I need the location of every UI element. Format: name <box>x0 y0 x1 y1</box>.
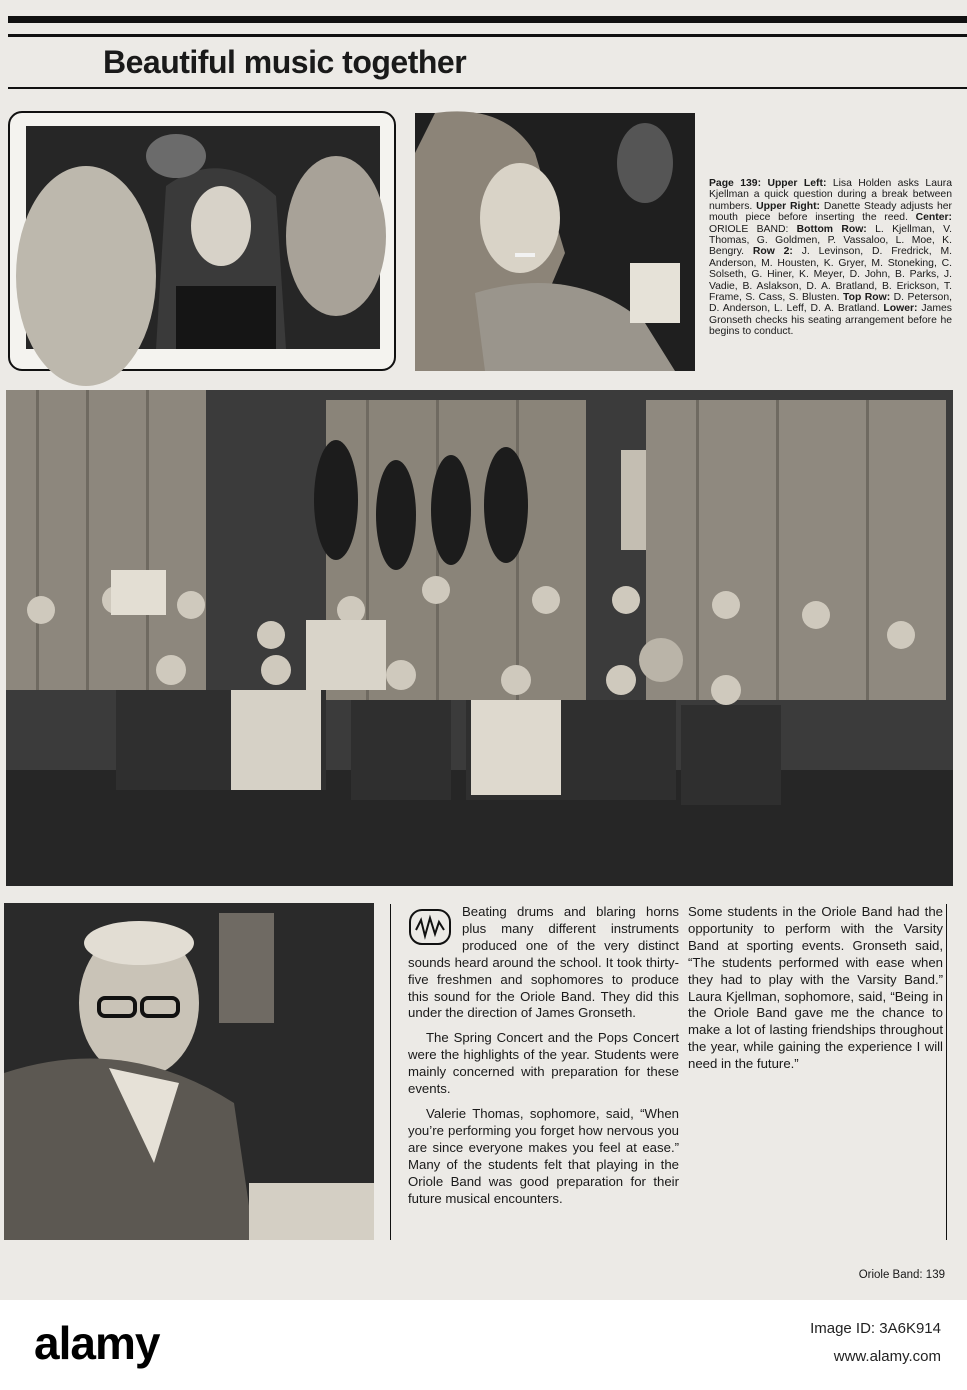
stock-image-id: Image ID: 3A6K914 <box>810 1320 941 1337</box>
music-note-logo-icon <box>408 908 452 946</box>
page-title: Beautiful music together <box>103 44 467 80</box>
caption-label: Page 139: Upper Left: <box>709 178 827 189</box>
center-band-photo <box>6 390 953 886</box>
caption-text: J. Levinson, D. Fredrick, M. Anderson, M. Housten, K. Gryer, M. Stoneking, C. Solseth, G. Hiner, K. Meyer, D. John, B. Parks, J. Vadie, B. Aslakson, D. A. Bratland, B. Erickson, T. Frame, S. Cass, S. Blusten. <box>709 246 952 304</box>
page-footer: Oriole Band: 139 <box>858 1269 945 1281</box>
caption-text: Lisa Holden asks Laura Kjellman a quick question during a break between numbers. <box>709 178 952 212</box>
stock-logo: alamy <box>34 1317 160 1369</box>
caption-text: D. Peterson, D. Anderson, L. Leff, D. A. Bratland. <box>709 292 952 315</box>
upper-right-photo <box>415 113 695 371</box>
caption-label: Row 2: <box>752 246 793 258</box>
photo-conductor <box>4 903 374 1240</box>
caption-text: James Gronseth checks his seating arrangement before he begins to conduct. <box>709 303 952 338</box>
body-paragraph: The Spring Concert and the Pops Concert were the highlights of the year. Students were mainly concerned with preparation for these events. <box>408 1030 679 1097</box>
photo-girls-talking <box>26 126 380 349</box>
photo-band-group <box>6 390 953 886</box>
upper-left-photo <box>26 126 380 349</box>
column-divider-left <box>390 904 391 1240</box>
caption-text: L. Kjellman, V. Thomas, G. Goldmen, P. Vassaloo, L. Moe, K. Bengry. <box>709 223 952 258</box>
photo-girl-with-reed <box>415 113 695 371</box>
body-column-1 <box>408 904 679 1206</box>
caption-label: Upper Right: <box>756 200 820 212</box>
caption-label: Bottom Row: <box>796 223 867 235</box>
top-rule-thick <box>8 16 967 23</box>
caption-text: ORIOLE BAND: <box>709 223 797 235</box>
photo-caption <box>709 178 952 338</box>
caption-label: Center: <box>915 212 952 224</box>
body-column-2 <box>688 904 943 1081</box>
caption-label: Lower: <box>883 303 918 315</box>
body-paragraph: Some students in the Oriole Band had the opportunity to perform with the Varsity Band at sporting events. Gronseth said, “The students performed with ease when they had to play with the Varsity Band.” Laura Kjellman, sophomore, said, “Being in the Oriole Band gave me the chance to make a lot of lasting friendships throughout the year, while gaining the experience I will need in the future.” <box>688 904 943 1072</box>
stock-url[interactable]: www.alamy.com <box>833 1348 941 1365</box>
title-underline <box>8 87 967 89</box>
lower-conductor-photo <box>4 903 374 1240</box>
body-paragraph: Valerie Thomas, sophomore, said, “When you’re performing you forget how nervous you are since everyone makes you feel at ease.” Many of the students felt that playing in the Oriole Band was good preparation for their future musical encounters. <box>408 1105 679 1206</box>
top-rule-thin <box>8 34 967 37</box>
column-divider-right <box>946 904 947 1240</box>
caption-text: Danette Steady adjusts her mouth piece before inserting the reed. <box>709 200 952 224</box>
stock-banner <box>0 1300 967 1390</box>
body-paragraph: Beating drums and blaring horns plus many different instruments produced one of the very distinct sounds heard around the school. It took thirty-five freshmen and sophomores to produce this sound for the Oriole Band. They did this under the direction of James Gronseth. <box>408 904 679 1021</box>
caption-label: Top Row: <box>843 292 891 304</box>
